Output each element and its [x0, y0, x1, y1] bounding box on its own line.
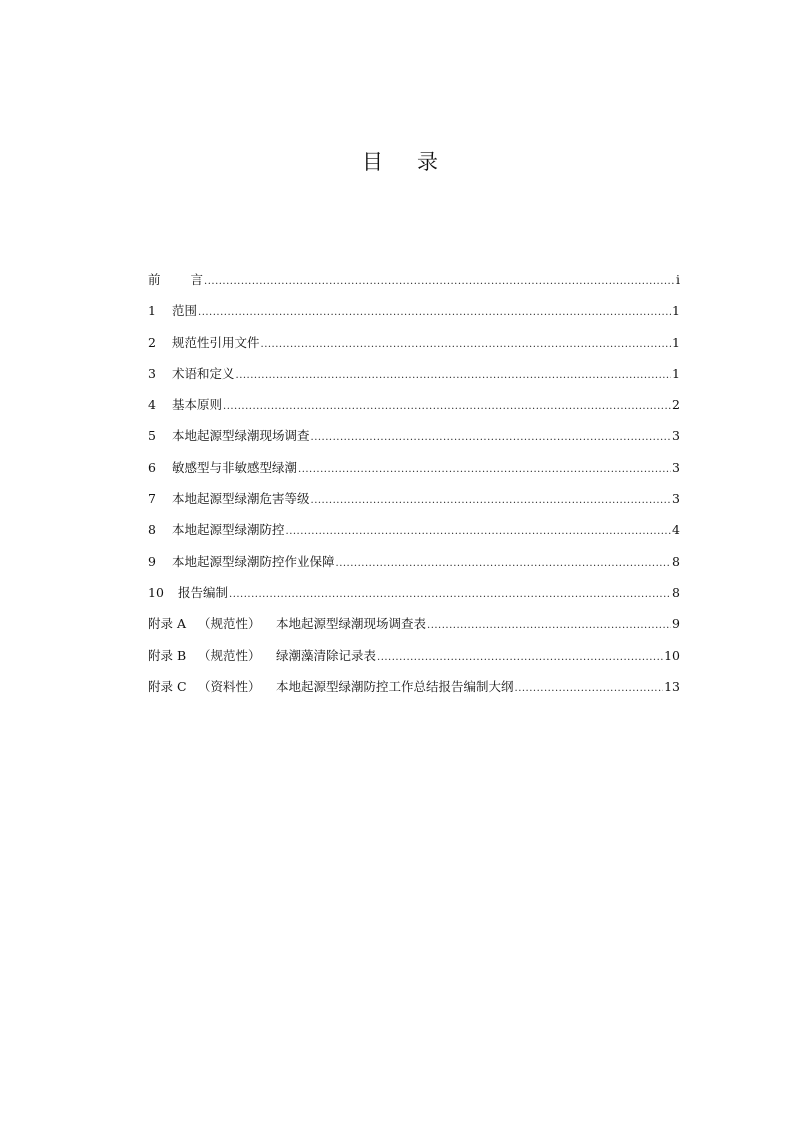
toc-section-title: 本地起源型绿潮防控工作总结报告编制大纲	[276, 678, 514, 694]
toc-entry-6[interactable]	[148, 458, 680, 489]
page-title	[0, 146, 800, 176]
toc-section-number: 9	[148, 553, 156, 569]
toc-section-number: 4	[148, 397, 156, 413]
toc-entry-4[interactable]	[148, 395, 680, 426]
toc-preface-char-2: 言	[190, 272, 204, 287]
toc-page-number: 4	[672, 522, 680, 538]
toc-section-title: 术语和定义	[172, 365, 235, 381]
toc-entry-label	[148, 552, 335, 572]
toc-section-number: 10	[148, 584, 164, 600]
toc-entry-appendix-a[interactable]	[148, 614, 680, 645]
toc-section-title: 基本原则	[172, 397, 223, 413]
toc-entry-label	[148, 301, 197, 321]
toc-entry-appendix-b[interactable]	[148, 646, 680, 677]
toc-leader-dots	[204, 272, 675, 292]
toc-page-number: i	[676, 272, 680, 287]
toc-section-title: 本地起源型绿潮危害等级	[172, 491, 310, 507]
toc-leader-dots	[236, 366, 672, 386]
toc-section-title: 绿潮藻清除记录表	[276, 647, 377, 663]
toc-entry-label	[148, 364, 235, 384]
toc-page-number: 1	[672, 365, 680, 381]
toc-entry-label	[148, 270, 203, 290]
toc-section-title: 本地起源型绿潮防控作业保障	[172, 553, 335, 569]
toc-section-title: 本地起源型绿潮现场调查表	[276, 616, 427, 632]
toc-entry-2[interactable]	[148, 333, 680, 364]
toc-leader-dots	[515, 679, 664, 699]
toc-section-title: 本地起源型绿潮现场调查	[172, 428, 310, 444]
toc-entry-8[interactable]	[148, 520, 680, 551]
toc-entry-5[interactable]	[148, 426, 680, 457]
toc-entry-preface[interactable]	[148, 270, 680, 301]
toc-appendix-type: （规范性）	[198, 616, 261, 632]
toc-entry-label	[148, 333, 260, 353]
toc-page-number: 3	[672, 428, 680, 444]
toc-entry-1[interactable]	[148, 301, 680, 332]
toc-section-number: 3	[148, 365, 156, 381]
toc-section-number: 8	[148, 522, 156, 538]
toc-leader-dots	[336, 554, 672, 574]
toc-appendix-type: （规范性）	[198, 647, 261, 663]
toc-appendix-number: 附录 B	[148, 647, 187, 663]
toc-page-number: 1	[672, 334, 680, 350]
toc-section-title: 敏感型与非敏感型绿潮	[172, 459, 298, 475]
toc-section-number: 7	[148, 491, 156, 507]
toc-section-number: 5	[148, 428, 156, 444]
toc-leader-dots	[311, 491, 672, 511]
toc-section-number: 6	[148, 459, 156, 475]
table-of-contents	[148, 270, 680, 708]
toc-leader-dots	[261, 335, 672, 355]
toc-appendix-number: 附录 A	[148, 616, 187, 632]
toc-leader-dots	[311, 428, 672, 448]
toc-entry-label	[148, 583, 228, 603]
toc-preface-char-1: 前	[148, 272, 161, 287]
toc-page-number: 2	[672, 397, 680, 413]
toc-leader-dots	[229, 585, 671, 605]
toc-entry-9[interactable]	[148, 552, 680, 583]
toc-page-number: 8	[672, 553, 680, 569]
toc-page-number: 8	[672, 584, 680, 600]
toc-entry-label	[148, 520, 285, 540]
toc-leader-dots	[427, 616, 671, 636]
toc-section-title: 规范性引用文件	[172, 334, 260, 350]
title-char-2: 录	[417, 150, 438, 174]
toc-entry-appendix-c[interactable]	[148, 677, 680, 708]
toc-leader-dots	[198, 303, 671, 323]
toc-appendix-type: （资料性）	[198, 678, 261, 694]
toc-entry-label	[148, 614, 426, 634]
toc-entry-label	[148, 489, 310, 509]
title-char-1: 目	[362, 150, 383, 174]
toc-entry-label	[148, 395, 222, 415]
toc-entry-7[interactable]	[148, 489, 680, 520]
toc-page-number: 3	[672, 491, 680, 507]
toc-page-number: 10	[664, 647, 680, 663]
toc-leader-dots	[286, 522, 672, 542]
toc-section-number: 2	[148, 334, 156, 350]
toc-entry-3[interactable]	[148, 364, 680, 395]
toc-entry-label	[148, 458, 297, 478]
toc-entry-10[interactable]	[148, 583, 680, 614]
toc-entry-label	[148, 677, 514, 697]
toc-page-number: 3	[672, 459, 680, 475]
toc-section-title: 报告编制	[178, 584, 229, 600]
toc-leader-dots	[298, 460, 671, 480]
toc-leader-dots	[377, 648, 663, 668]
toc-entry-label	[148, 646, 376, 666]
toc-page-number: 9	[672, 616, 680, 632]
toc-entry-label	[148, 426, 310, 446]
toc-page-number: 1	[672, 303, 680, 319]
toc-appendix-number: 附录 C	[148, 678, 187, 694]
toc-section-title: 范围	[172, 303, 198, 319]
toc-section-title: 本地起源型绿潮防控	[172, 522, 285, 538]
toc-leader-dots	[223, 397, 671, 417]
toc-page-number: 13	[664, 678, 680, 694]
toc-section-number: 1	[148, 303, 156, 319]
